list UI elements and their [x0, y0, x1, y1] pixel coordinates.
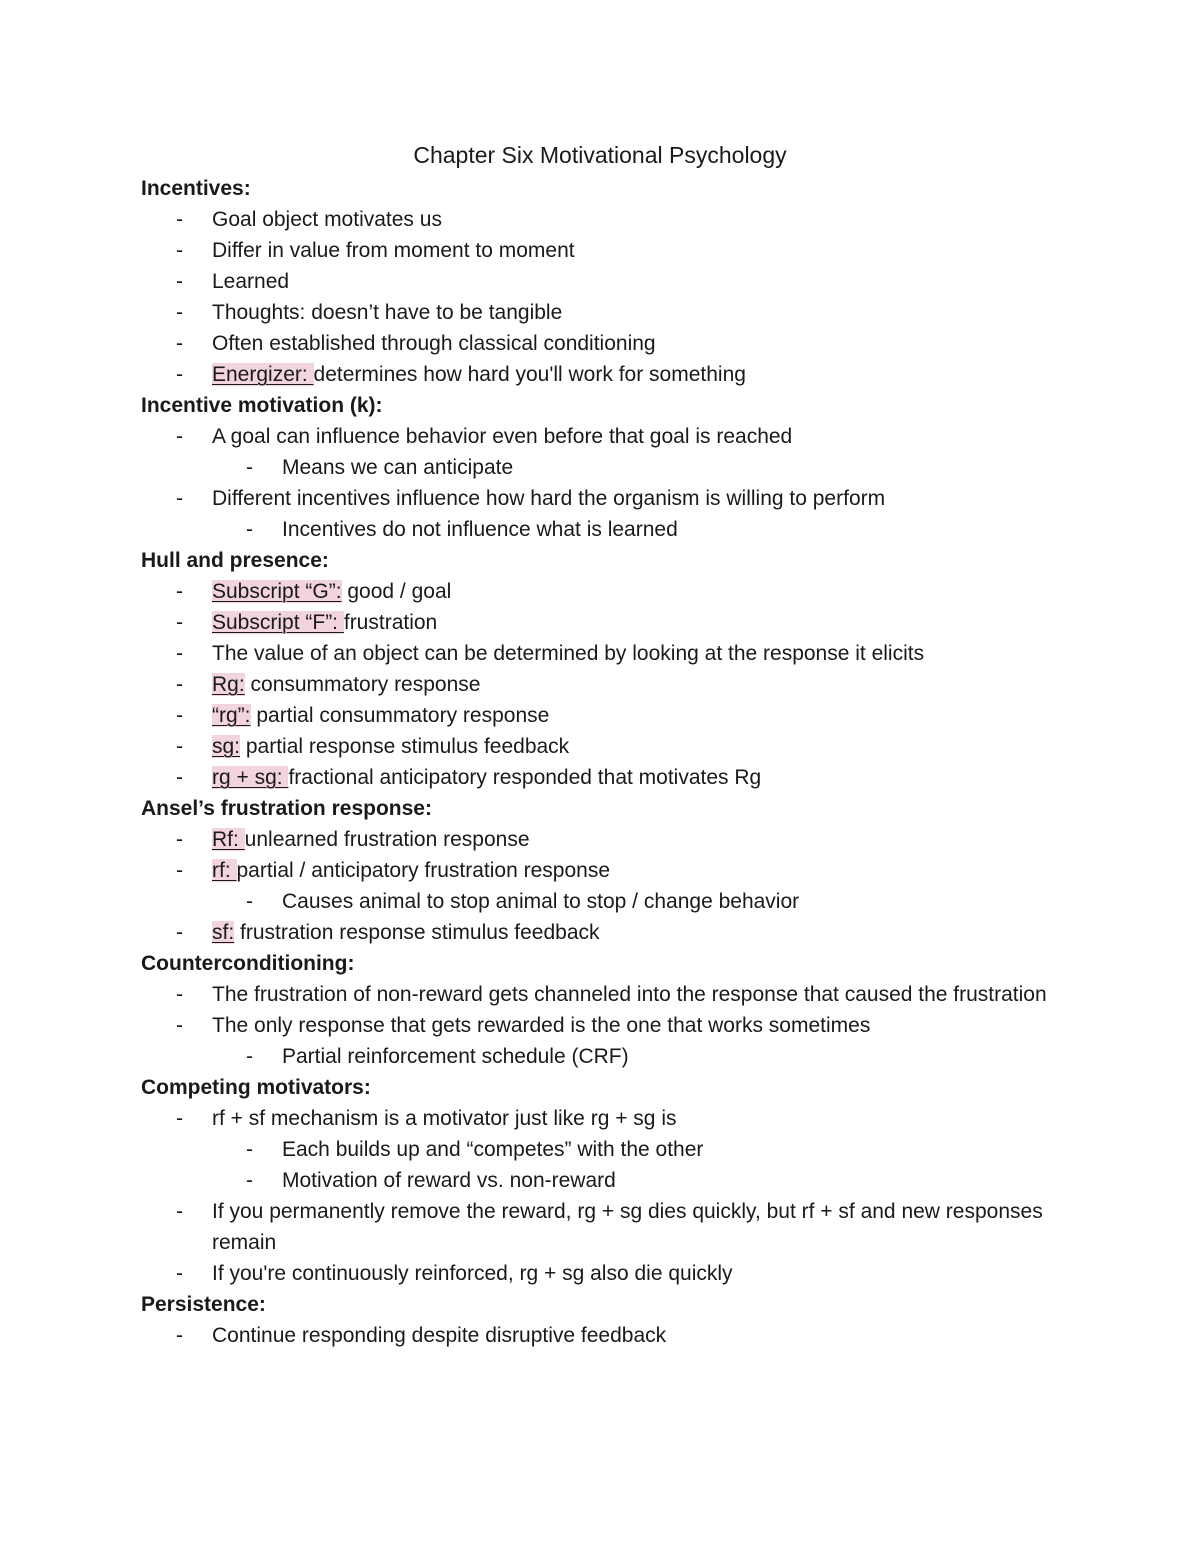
highlighted-term: rg + sg: [212, 766, 289, 789]
bullet-text: Learned [212, 270, 290, 293]
bullet-item [141, 731, 1061, 762]
highlighted-term: Rf: [212, 828, 245, 851]
bullet-item [141, 762, 1061, 793]
highlighted-term: rf: [212, 859, 237, 882]
bullet-text: Means we can anticipate [282, 456, 514, 479]
dash-bullet-icon: - [176, 642, 183, 665]
dash-bullet-icon: - [246, 1138, 253, 1161]
dash-bullet-icon: - [176, 270, 183, 293]
dash-bullet-icon: - [176, 301, 183, 324]
highlighted-term: Subscript “G”: [212, 580, 342, 603]
bullet-item [141, 235, 1061, 266]
bullet-item [141, 1320, 1061, 1351]
bullet-text: Differ in value from moment to moment [212, 239, 575, 262]
bullet-text: If you're continuously reinforced, rg + sg also die quickly [212, 1262, 733, 1285]
highlighted-term: Energizer: [212, 363, 314, 386]
bullet-text: partial consummatory response [250, 704, 550, 727]
highlighted-term: sf: [212, 921, 235, 944]
bullet-item [141, 359, 1061, 390]
section-heading: Incentive motivation (k): [141, 394, 383, 417]
bullet-text: frustration [343, 611, 438, 634]
notes-body [141, 173, 1061, 1351]
bullet-item [141, 1010, 1061, 1041]
dash-bullet-icon: - [176, 239, 183, 262]
bullet-item [141, 824, 1061, 855]
bullet-item [141, 204, 1061, 235]
dash-bullet-icon: - [246, 890, 253, 913]
dash-bullet-icon: - [176, 611, 183, 634]
bullet-text: rf + sf mechanism is a motivator just like rg + sg is [212, 1107, 677, 1130]
dash-bullet-icon: - [176, 704, 183, 727]
dash-bullet-icon: - [176, 1200, 183, 1223]
dash-bullet-icon: - [176, 363, 183, 386]
bullet-text: The value of an object can be determined by looking at the response it elicits [212, 642, 925, 665]
section-heading: Persistence: [141, 1293, 266, 1316]
dash-bullet-icon: - [176, 1262, 183, 1285]
bullet-item [141, 483, 1061, 514]
bullet-text: frustration response stimulus feedback [234, 921, 600, 944]
bullet-text: unlearned frustration response [244, 828, 530, 851]
bullet-item [141, 700, 1061, 731]
sub-bullet-item [141, 452, 1061, 483]
bullet-item [141, 1103, 1061, 1134]
sub-bullet-item [141, 1165, 1061, 1196]
bullet-text: Incentives do not influence what is learned [282, 518, 678, 541]
bullet-text: If you permanently remove the reward, rg + sg dies quickly, but rf + sf and new responses remain [212, 1200, 1043, 1254]
highlighted-term: Rg: [212, 673, 245, 696]
bullet-text: fractional anticipatory responded that motivates Rg [288, 766, 762, 789]
dash-bullet-icon: - [246, 456, 253, 479]
bullet-item [141, 297, 1061, 328]
bullet-text: The only response that gets rewarded is the one that works sometimes [212, 1014, 871, 1037]
dash-bullet-icon: - [246, 1045, 253, 1068]
bullet-text: Partial reinforcement schedule (CRF) [282, 1045, 629, 1068]
bullet-text: Different incentives influence how hard the organism is willing to perform [212, 487, 886, 510]
bullet-item [141, 607, 1061, 638]
bullet-text: Each builds up and “competes” with the other [282, 1138, 704, 1161]
dash-bullet-icon: - [176, 580, 183, 603]
sub-bullet-item [141, 1134, 1061, 1165]
bullet-item [141, 1258, 1061, 1289]
dash-bullet-icon: - [176, 1107, 183, 1130]
dash-bullet-icon: - [176, 921, 183, 944]
dash-bullet-icon: - [176, 673, 183, 696]
dash-bullet-icon: - [176, 859, 183, 882]
dash-bullet-icon: - [246, 1169, 253, 1192]
bullet-text: partial / anticipatory frustration response [236, 859, 611, 882]
bullet-text: consummatory response [244, 673, 481, 696]
section-heading: Ansel’s frustration response: [141, 797, 432, 820]
dash-bullet-icon: - [246, 518, 253, 541]
bullet-item [141, 266, 1061, 297]
bullet-text: Continue responding despite disruptive feedback [212, 1324, 667, 1347]
dash-bullet-icon: - [176, 1014, 183, 1037]
dash-bullet-icon: - [176, 208, 183, 231]
bullet-item [141, 638, 1061, 669]
section-heading: Incentives: [141, 177, 251, 200]
highlighted-term: Subscript “F”: [212, 611, 344, 634]
bullet-text: Motivation of reward vs. non-reward [282, 1169, 616, 1192]
bullet-item [141, 855, 1061, 886]
bullet-text: A goal can influence behavior even before that goal is reached [212, 425, 793, 448]
sub-bullet-item [141, 886, 1061, 917]
bullet-text: The frustration of non-reward gets channeled into the response that caused the frustration [212, 983, 1047, 1006]
section-heading: Competing motivators: [141, 1076, 371, 1099]
dash-bullet-icon: - [176, 983, 183, 1006]
bullet-item [141, 669, 1061, 700]
bullet-item [141, 1196, 1061, 1258]
dash-bullet-icon: - [176, 425, 183, 448]
sub-bullet-item [141, 1041, 1061, 1072]
bullet-text: Often established through classical conditioning [212, 332, 656, 355]
dash-bullet-icon: - [176, 828, 183, 851]
highlighted-term: sg: [212, 735, 241, 758]
bullet-item [141, 421, 1061, 452]
section-heading: Hull and presence: [141, 549, 329, 572]
page-title: Chapter Six Motivational Psychology [413, 142, 787, 168]
bullet-item [141, 328, 1061, 359]
bullet-text: Goal object motivates us [212, 208, 442, 231]
bullet-item [141, 979, 1061, 1010]
bullet-text: Thoughts: doesn’t have to be tangible [212, 301, 563, 324]
bullet-text: determines how hard you'll work for something [313, 363, 746, 386]
sub-bullet-item [141, 514, 1061, 545]
dash-bullet-icon: - [176, 1324, 183, 1347]
bullet-text: good / goal [341, 580, 452, 603]
bullet-item [141, 917, 1061, 948]
section-heading: Counterconditioning: [141, 952, 355, 975]
highlighted-term: “rg”: [212, 704, 251, 727]
dash-bullet-icon: - [176, 487, 183, 510]
dash-bullet-icon: - [176, 332, 183, 355]
bullet-text: partial response stimulus feedback [240, 735, 570, 758]
bullet-text: Causes animal to stop animal to stop / change behavior [282, 890, 800, 913]
dash-bullet-icon: - [176, 735, 183, 758]
bullet-item [141, 576, 1061, 607]
dash-bullet-icon: - [176, 766, 183, 789]
